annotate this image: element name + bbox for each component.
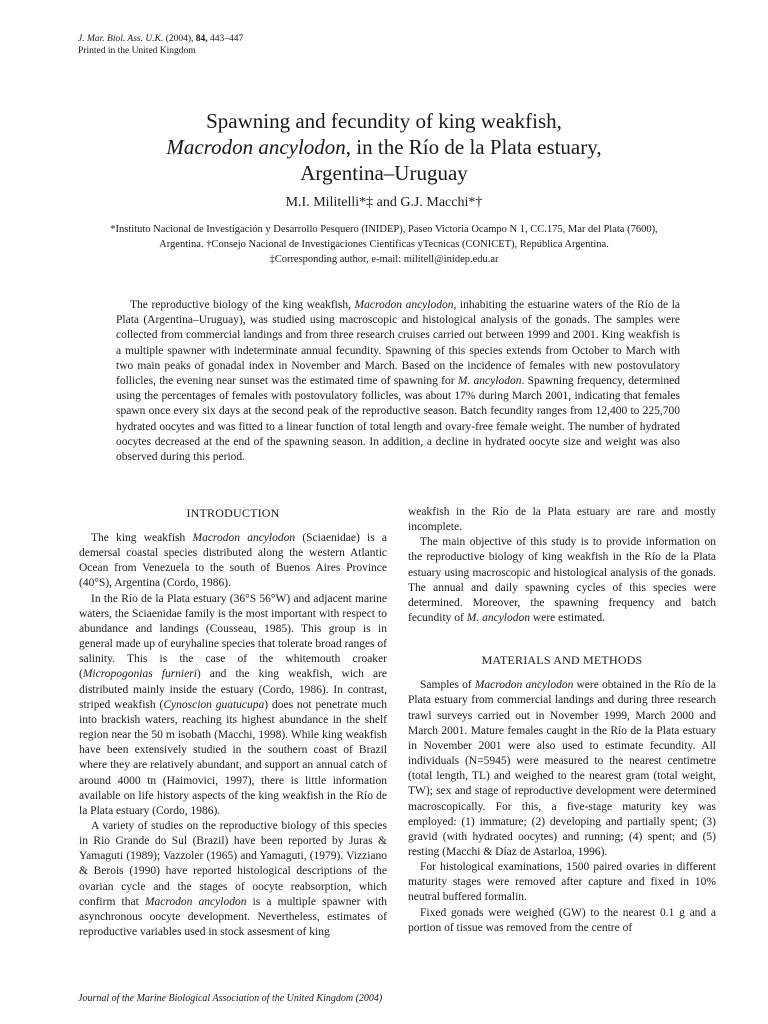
journal-pages: 443–447	[210, 34, 244, 44]
citation-line	[78, 33, 243, 45]
abstract-text-1: The reproductive biology of the king weakfish,	[130, 299, 355, 311]
affiliation-line-2: Argentina. †Consejo Nacional de Investigaciones Cientificas yTecnicas (CONICET), República Argentina.	[159, 239, 609, 250]
journal-name: J. Mar. Biol. Ass. U.K.	[78, 34, 164, 44]
article-title	[0, 108, 768, 186]
right-column	[408, 505, 716, 936]
affiliation-line-1: *Instituto Nacional de Investigación y Desarrollo Pesquero (INIDEP), Paseo Victoria Ocampo N 1, CC.175, Mar del Plata (7600),	[110, 224, 658, 235]
running-header	[78, 33, 243, 57]
abstract-text-3: . Spawning frequency, determined using the percentages of females with postovulatory follicles, was about 17% during March 2001, indicating that females spawn once every six days at the second peak of the reproductive season. Batch fecundity ranges from 12,400 to 225,700 hydrated oocytes and was fitted to a linear function of total length and ovary-free female weight. The number of hydrated oocytes decreased at the end of the spawning season. In addition, a decline in hydrated oocyte size and weight was also observed during this period.	[116, 375, 681, 464]
methods-paragraph-2: For histological examinations, 1500 paired ovaries in different maturity stages were removed after capture and fixed in 10% neutral buffered formalin.	[408, 861, 716, 904]
methods-paragraph-1: Samples of Macrodon ancylodon were obtained in the Río de la Plata estuary from commercial landings and during three research trawl surveys carried out in November 1999, March 2000 and March 2001. Mature females caught in the Río de la Plata estuary in November 2001 were also used to estimate fecundity. All individuals (N=5945) were measured to the nearest centimetre (total length, TL) and weighed to the nearest gram (total weight, TW); sex and stage of reproductive development were determined macroscopically. For this, a five-stage maturity key was employed: (1) immature; (2) developing and partially spent; (3) gravid (with hydrated oocytes) and running; (4) spent; and (5) resting (Macchi & Díaz de Astarloa, 1996).	[408, 679, 716, 858]
abstract-species-1: Macrodon ancylodon	[354, 299, 454, 311]
abstract-species-2: M. ancylodon	[457, 375, 522, 388]
title-species: Macrodon ancylodon	[166, 135, 346, 159]
journal-year: (2004),	[165, 34, 194, 44]
methods-heading: MATERIALS AND METHODS	[481, 653, 643, 668]
affiliation-line-3: ‡Corresponding author, e-mail: militell@inidep.edu.ar	[269, 254, 499, 265]
abstract-text-2: , inhabiting the estuarine waters of the Río de la Plata (Argentina–Uruguay), was studied using macroscopic and histological analysis of the gonads. The samples were collected from commercial landings and from three research cruises carried out between 1999 and 2001. King weakfish is a multiple spawner with indeterminate annual fecundity. Spawning of this species extends from October to March with two main peaks of gonadal index in November and March. Based on the incidence of females with new postovulatory follicles, the evening near sunset was the estimated time of spawning for	[116, 299, 681, 388]
introduction-heading: INTRODUCTION	[186, 506, 280, 520]
methods-paragraph-3: Fixed gonads were weighed (GW) to the nearest 0.1 g and a portion of tissue was removed from the centre of	[408, 906, 716, 934]
intro-paragraph-3: A variety of studies on the reproductive biology of this species in Rio Grande do Sul (Brazil) have been reported by Juras & Yamaguti (1989); Vazzoler (1965) and Yamaguti, (1979). Vizziano & Berois (1990) have reported histological descriptions of the ovarian cycle and the stages of oocyte reabsorption, which confirm that Macrodon ancylodon is a multiple spawner with asynchronous oocyte development. Nevertheless, estimates of reproductive variables used in stock assesment of king	[79, 819, 387, 939]
affiliations	[70, 222, 698, 267]
journal-volume: 84,	[195, 34, 208, 44]
left-column	[79, 505, 387, 940]
printed-in: Printed in the United Kingdom	[78, 46, 196, 56]
intro-paragraph-3-continued: weakfish in the Río de la Plata estuary are rare and mostly incomplete.	[408, 506, 716, 534]
authors: M.I. Militelli*‡ and G.J. Macchi*†	[285, 195, 483, 210]
title-line-1: Spawning and fecundity of king weakfish,	[206, 109, 562, 133]
intro-paragraph-4: The main objective of this study is to provide information on the reproductive biology of king weakfish in the Río de la Plata estuary using macroscopic and histological analysis of the gonads. The annual and daily spawning cycles of this species were determined. Moreover, the spawning frequency and batch fecundity of M. ancylodon were estimated.	[408, 536, 716, 625]
journal-footer: Journal of the Marine Biological Association of the United Kingdom (2004)	[78, 993, 383, 1004]
title-line-2-rest: , in the Río de la Plata estuary,	[345, 135, 602, 159]
intro-paragraph-1: The king weakfish Macrodon ancylodon (Sciaenidae) is a demersal coastal species distributed along the western Atlantic Ocean from Venezuela to the south of Buenos Aires Province (40°S), Argentina (Cordo, 1986).	[79, 532, 387, 590]
intro-paragraph-2: In the Río de la Plata estuary (36°S 56°W) and adjacent marine waters, the Sciaenidae family is the most important with respect to abundance and landings (Cousseau, 1985). This group is in general made up of euryhaline species that tolerate broad ranges of salinity. This is the case of the whitemouth croaker (Micropogonias furnieri) and the king weakfish, wich are distributed mainly inside the estuary (Cordo, 1986). In contrast, striped weakfish (Cynoscion guatucupa) does not penetrate much into brackish waters, reaching its highest abundance in the shelf region near the 50 m isobath (Macchi, 1998). While king weakfish have been extensively studied in the southern coast of Brazil where they are relatively abundant, and support an annual catch of around 4000 tn (Haimovici, 1997), there is little information available on life history aspects of the king weakfish in the Río de la Plata estuary (Cordo, 1986).	[79, 592, 387, 817]
title-line-3: Argentina–Uruguay	[300, 161, 468, 185]
abstract	[116, 298, 680, 465]
title-line-2	[0, 134, 768, 160]
